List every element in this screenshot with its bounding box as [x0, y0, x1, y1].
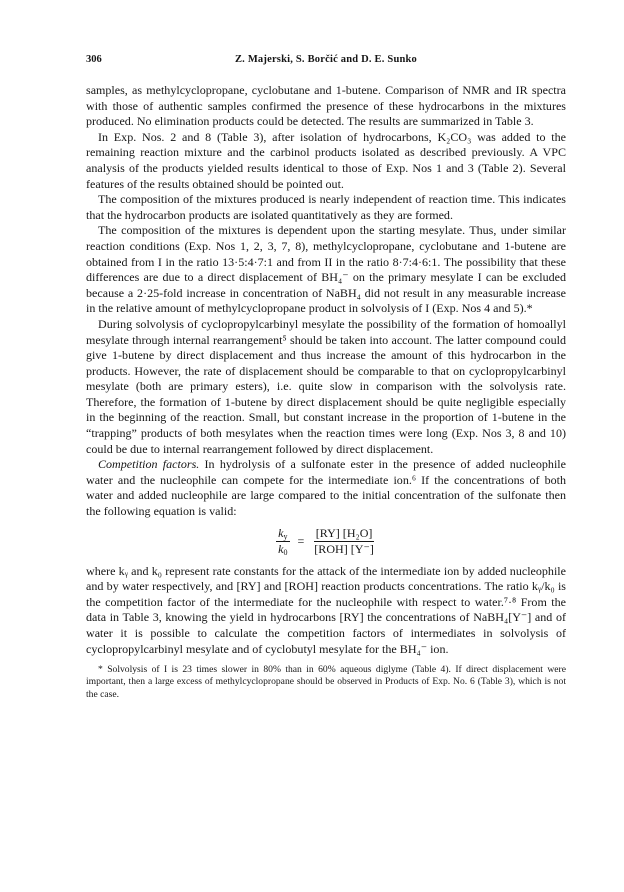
symbol-k: k: [278, 526, 284, 541]
subscript-y: y: [283, 532, 288, 542]
paragraph: samples, as methylcyclopropane, cyclobutane and 1-butene. Comparison of NMR and IR spectra with those of authentic samples confirmed the presence of these hydrocarbons in the mixtures produced. No elimination products could be detected. The results are summarized in Table 3.: [86, 83, 566, 129]
paragraph: During solvolysis of cyclopropylcarbinyl mesylate the possibility of the formation of homoallyl mesylate through internal rearrangement⁵ should be taken into account. The latter compound could give 1-butene by direct displacement and thus increase the amount of this hydrocarbon in the products. However, the rate of displacement should be comparable to that on cyclopropylcarbinyl mesylate (both are primary esters), i.e. quite slow in comparison with the solvolysis rate. Therefore, the formation of 1-butene by direct displacement should be quite negligible especially in the beginning of the reaction. Small, but constant increase in the proportion of 1-butene in the “trapping” products of both mesylates when the reaction times were long (Exp. Nos 3, 8 and 10) could be due to internal rearrangement followed by direct displacement.: [86, 316, 566, 456]
section-heading: Competition factors.: [98, 457, 200, 472]
subscript-0: 0: [283, 548, 288, 558]
lhs-denominator: [276, 542, 289, 557]
symbol-k: k: [278, 542, 284, 557]
page-number: 306: [86, 54, 102, 65]
equation: [86, 522, 566, 562]
running-head-authors: Z. Majerski, S. Borčić and D. E. Sunko: [234, 54, 418, 65]
paragraph: The composition of the mixtures is dependent upon the starting mesylate. Thus, under similar reaction conditions (Exp. Nos 1, 2, 3, 7, 8), methylcyclopropane, cyclobutane and 1-butene are obtained from I in the ratio 13·5:4·7:1 and from II in the ratio 8·7:4·6:1. The possibility that these differences are due to a direct displacement of BH₄⁻ on the primary mesylate I can be excluded because a 2·25-fold increase in concentration of NaBH₄ did not result in any measurable increase in the relative amount of methylcyclopropane product in solvolysis of I (Exp. Nos 4 and 5).*: [86, 223, 566, 316]
footnote: * Solvolysis of I is 23 times slower in 80% than in 60% aqueous diglyme (Table 4). If direct displacement were important, then a large excess of methylcyclopropane should be observed in Products of Exp. No. 6 (Table 3), which is not the case.: [86, 664, 566, 700]
running-header: [86, 54, 566, 70]
lhs-numerator: [276, 526, 289, 542]
equals-sign: =: [297, 533, 305, 548]
paragraph: In Exp. Nos. 2 and 8 (Table 3), after isolation of hydrocarbons, K₂CO₃ was added to the remaining reaction mixture and the carbinol products isolated as described previously. A VPC analysis of the products yielded results identical to those of Exp. Nos 1 and 3 (Table 2). Several features of the results obtained should be pointed out.: [86, 129, 566, 191]
equation-rhs: [312, 526, 376, 557]
body-text: [86, 83, 566, 701]
paragraph: The composition of the mixtures produced is nearly independent of reaction time. This indicates that the hydrocarbon products are isolated quantitatively as they are formed.: [86, 192, 566, 222]
paragraph-competition: [86, 457, 566, 519]
paragraph: where kᵧ and k₀ represent rate constants for the attack of the intermediate ion by added nucleophile and by water respectively, and [RY] and [ROH] reaction products concentrations. The ratio kᵧ/k₀ is the competition factor of the intermediate for the nucleophile with respect to water.⁷·⁸ From the data in Table 3, knowing the yield in hydrocarbons [RY] the concentrations of NaBH₄[Y⁻] and of water it is possible to calculate the competition factors of intermediates in solvolysis of cyclopropylcarbinyl mesylate and of cyclobutyl mesylate for the BH₄⁻ ion.: [86, 563, 566, 656]
rhs-denominator: [ROH] [Y⁻]: [314, 542, 374, 557]
equation-lhs: [276, 526, 289, 557]
paragraph-text: In hydrolysis of a sulfonate ester in the presence of added nucleophile water and the nucleophile can compete for the intermediate ion.⁶ If the concentrations of both water and added nucleophile are large compared to the initial concentration of the sulfonate then the following equation is valid:: [86, 457, 566, 519]
rhs-numerator: [RY] [H₂O]: [315, 526, 373, 541]
